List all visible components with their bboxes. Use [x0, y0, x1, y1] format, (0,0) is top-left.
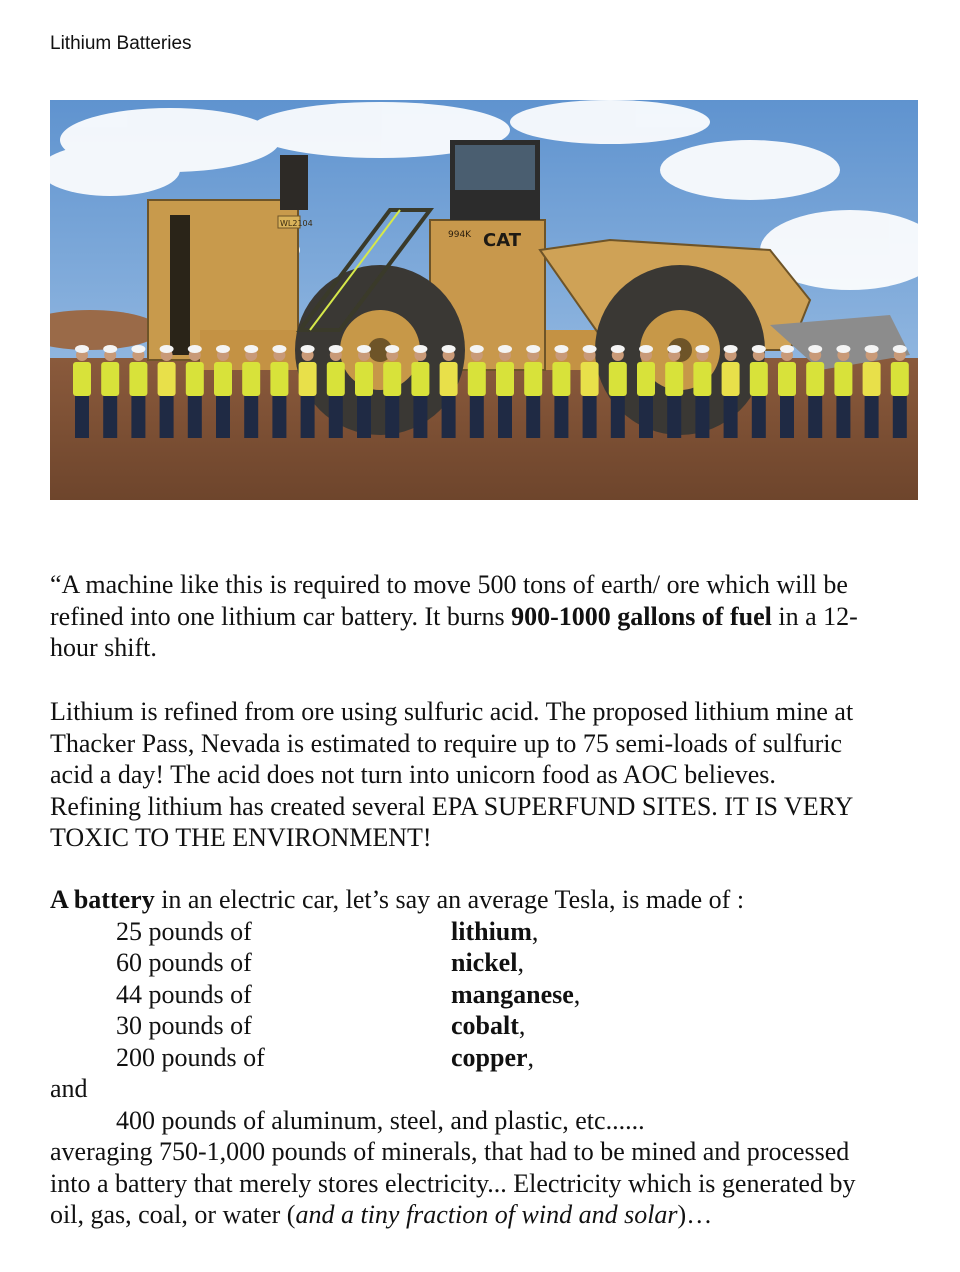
battery-bold: A battery [50, 885, 155, 914]
material-punct: , [531, 916, 539, 946]
text-line: averaging 750-1,000 pounds of minerals, that had to be mined and processed [50, 1137, 850, 1166]
text-line: acid a day! The acid does not turn into unicorn food as AOC believes. [50, 760, 776, 789]
material-name: manganese [451, 979, 574, 1009]
and-line: and [50, 1074, 88, 1103]
material-punct: , [527, 1042, 535, 1072]
material-row [50, 916, 920, 948]
material-punct: , [518, 1011, 526, 1040]
text-line: TOXIC TO THE ENVIRONMENT! [50, 823, 432, 852]
text-span: refined into one lithium car battery. It burns [50, 601, 512, 631]
material-row [50, 947, 920, 979]
text-span: in an electric car, let’s say an average Tesla, is made of : [154, 885, 745, 914]
wind-solar-italic: and a tiny fraction of wind and solar [295, 1200, 678, 1229]
material-qty: 25 pounds of [116, 916, 252, 946]
material-punct: , [517, 948, 524, 977]
paragraph-battery [50, 884, 920, 1231]
material-qty: 30 pounds of [116, 1011, 252, 1040]
material-qty: 200 pounds of [116, 1042, 265, 1072]
text-line: Thacker Pass, Nevada is estimated to require up to 75 semi-loads of sulfuric [50, 728, 843, 758]
unit-number-label: WL2104 [280, 219, 313, 228]
brand-logo: CAT [483, 230, 522, 251]
material-row [50, 1010, 920, 1042]
fuel-highlight: 900-1000 gallons of fuel [511, 601, 772, 631]
mining-loader-photo [50, 100, 918, 500]
text-line [50, 1199, 920, 1231]
page-title: Lithium Batteries [50, 33, 192, 54]
text-line [50, 884, 920, 916]
paragraph-machine [50, 569, 920, 664]
extra-materials-line: 400 pounds of aluminum, steel, and plastic, etc...... [116, 1105, 645, 1135]
material-name: copper [451, 1042, 528, 1072]
text-span: )… [677, 1200, 713, 1229]
text-line: into a battery that merely stores electricity... Electricity which is generated by [50, 1168, 856, 1198]
text-line: Refining lithium has created several EPA SUPERFUND SITES. IT IS VERY [50, 791, 854, 821]
material-punct: , [573, 979, 581, 1009]
material-name: nickel [451, 948, 518, 977]
material-row [50, 1042, 920, 1074]
text-line [50, 601, 920, 633]
text-span: in a 12- [771, 601, 858, 631]
material-qty: 60 pounds of [116, 948, 252, 977]
text-line: Lithium is refined from ore using sulfuric acid. The proposed lithium mine at [50, 697, 854, 726]
text-line: hour shift. [50, 633, 157, 662]
material-qty: 44 pounds of [116, 979, 252, 1009]
material-row [50, 979, 920, 1011]
material-name: cobalt [451, 1011, 519, 1040]
model-label: 994K [448, 230, 472, 240]
material-name: lithium [451, 916, 532, 946]
text-line: “A machine like this is required to move 500 tons of earth/ ore which will be [50, 570, 848, 599]
paragraph-refining [50, 696, 920, 854]
text-span: oil, gas, coal, or water ( [50, 1200, 296, 1229]
